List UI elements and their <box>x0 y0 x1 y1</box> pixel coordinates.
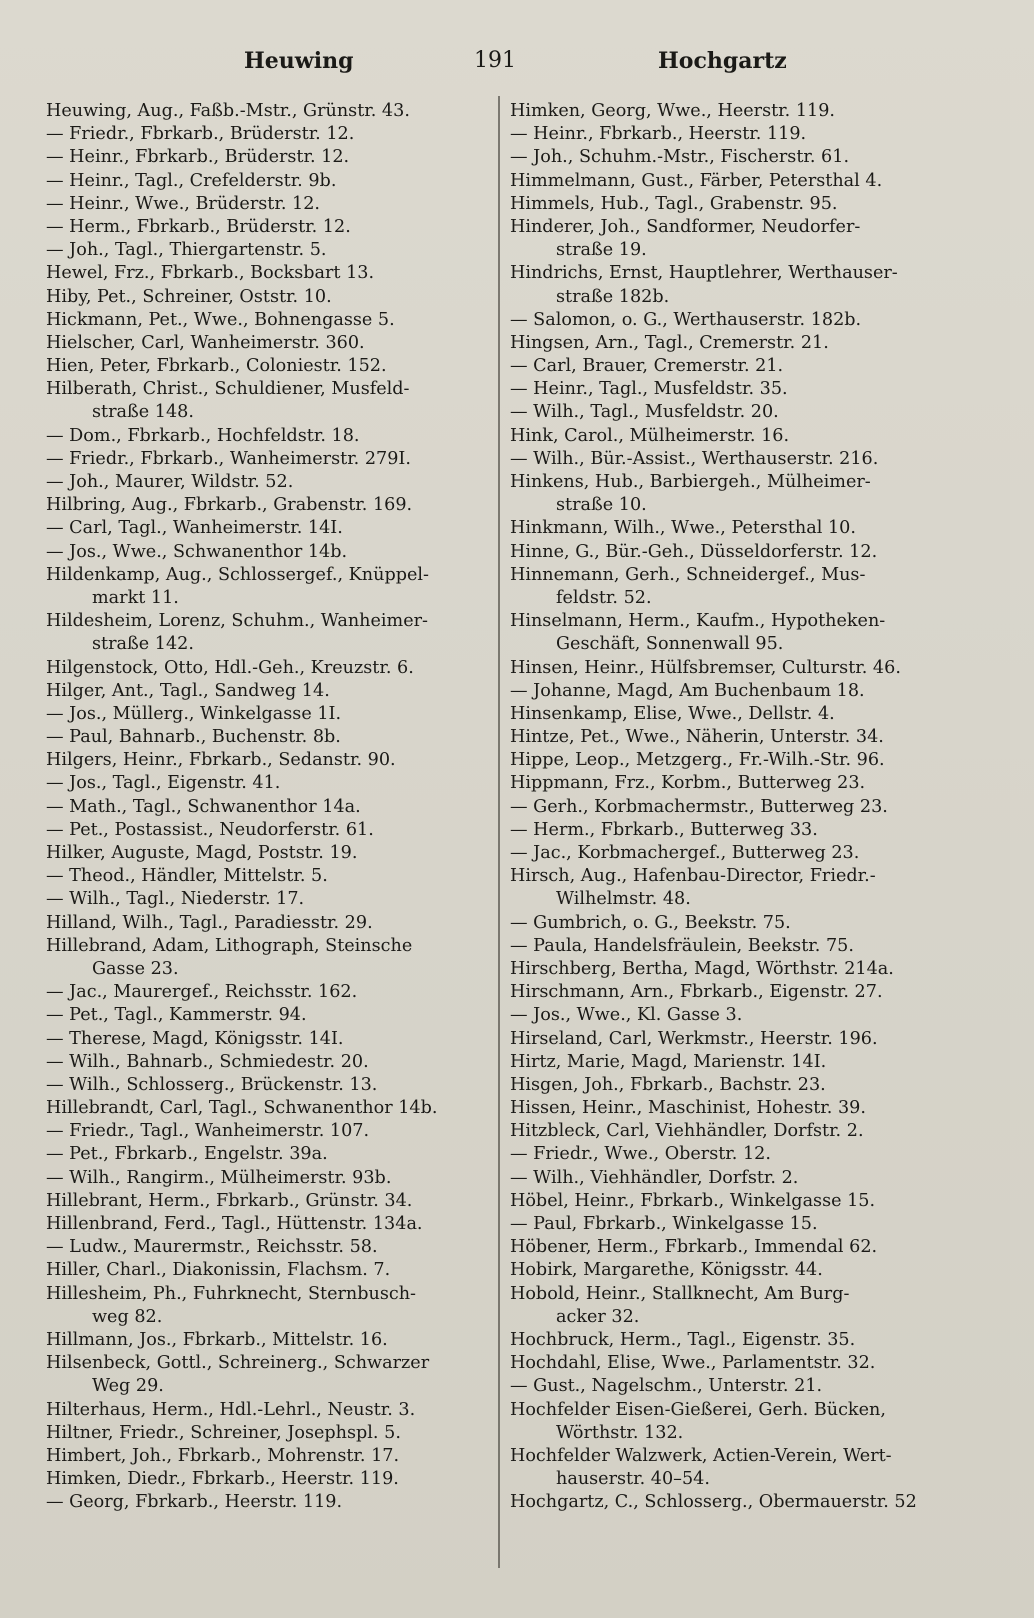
directory-entry: Hintze, Pet., Wwe., Näherin, Unterstr. 34. <box>510 727 884 748</box>
directory-entry: — Math., Tagl., Schwanenthor 14a. <box>46 796 361 817</box>
directory-entry: — Heinr., Fbrkarb., Brüderstr. 12. <box>46 147 350 168</box>
directory-entry: Hinselmann, Herm., Kaufm., Hypotheken- <box>510 611 886 632</box>
directory-entry: — Paula, Handelsfräulein, Beekstr. 75. <box>510 935 854 956</box>
directory-entry: — Pet., Fbrkarb., Engelstr. 39a. <box>46 1144 328 1165</box>
directory-entry: — Ludw., Maurermstr., Reichsstr. 58. <box>46 1237 378 1258</box>
directory-entry: Hirtz, Marie, Magd, Marienstr. 14I. <box>510 1051 827 1072</box>
directory-entry: — Dom., Fbrkarb., Hochfeldstr. 18. <box>46 425 360 446</box>
directory-entry: — Johanne, Magd, Am Buchenbaum 18. <box>510 680 865 701</box>
directory-entry: Himbert, Joh., Fbrkarb., Mohrenstr. 17. <box>46 1445 400 1466</box>
directory-entry: Hisgen, Joh., Fbrkarb., Bachstr. 23. <box>510 1074 826 1095</box>
directory-entry: Hobirk, Margarethe, Königsstr. 44. <box>510 1260 823 1281</box>
directory-entry: Himken, Georg, Wwe., Heerstr. 119. <box>510 101 836 121</box>
directory-entry: Hingsen, Arn., Tagl., Cremerstr. 21. <box>510 332 829 353</box>
directory-entry: Hochfelder Walzwerk, Actien-Verein, Wert- <box>510 1445 892 1466</box>
directory-entry: — Carl, Brauer, Cremerstr. 21. <box>510 356 784 377</box>
directory-entry: Hochfelder Eisen-Gießerei, Gerh. Bücken, <box>510 1399 886 1420</box>
directory-entry: — Wilh., Bür.-Assist., Werthauserstr. 216. <box>510 448 879 469</box>
directory-entry: Hippmann, Frz., Korbm., Butterweg 23. <box>510 773 866 794</box>
directory-entry: — Jac., Maurergef., Reichsstr. 162. <box>46 982 358 1003</box>
directory-entry: Hillebrand, Adam, Lithograph, Steinsche <box>46 935 413 956</box>
directory-entry: — Jos., Wwe., Kl. Gasse 3. <box>510 1005 743 1026</box>
directory-entry: Hiller, Charl., Diakonissin, Flachsm. 7. <box>46 1260 391 1281</box>
directory-entry: — Jos., Müllerg., Winkelgasse 1I. <box>46 703 342 724</box>
left-column <box>46 100 486 1514</box>
directory-entry: — Friedr., Fbrkarb., Brüderstr. 12. <box>46 124 355 145</box>
directory-entry-continuation: Geschäft, Sonnenwall 95. <box>556 634 784 655</box>
directory-entry: — Herm., Fbrkarb., Butterweg 33. <box>510 819 818 840</box>
directory-entry: Hillebrant, Herm., Fbrkarb., Grünstr. 34. <box>46 1190 413 1211</box>
directory-entry: — Pet., Tagl., Kammerstr. 94. <box>46 1005 307 1026</box>
directory-entry: — Wilh., Tagl., Musfeldstr. 20. <box>510 402 779 423</box>
directory-entry: Hink, Carol., Mülheimerstr. 16. <box>510 425 790 446</box>
directory-entry: Himmels, Hub., Tagl., Grabenstr. 95. <box>510 193 838 214</box>
directory-entry: Himken, Diedr., Fbrkarb., Heerstr. 119. <box>46 1469 399 1490</box>
directory-entry: Hildesheim, Lorenz, Schuhm., Wanheimer- <box>46 611 428 632</box>
directory-entry: — Heinr., Fbrkarb., Heerstr. 119. <box>510 124 807 145</box>
directory-entry: Hirseland, Carl, Werkmstr., Heerstr. 196. <box>510 1028 878 1049</box>
directory-entry: Hippe, Leop., Metzgerg., Fr.-Wilh.-Str. 96. <box>510 750 885 771</box>
directory-entry: — Wilh., Tagl., Niederstr. 17. <box>46 889 305 910</box>
header-right-catchword: Hochgartz <box>658 48 787 74</box>
directory-entry: Heuwing, Aug., Faßb.-Mstr., Grünstr. 43. <box>46 101 410 121</box>
directory-entry: Hilland, Wilh., Tagl., Paradiesstr. 29. <box>46 912 373 933</box>
directory-entry: — Herm., Fbrkarb., Brüderstr. 12. <box>46 216 351 237</box>
directory-entry: Hilger, Ant., Tagl., Sandweg 14. <box>46 680 330 701</box>
directory-entry: Hilker, Auguste, Magd, Poststr. 19. <box>46 843 358 863</box>
directory-entry: Hinne, G., Bür.-Geh., Düsseldorferstr. 12. <box>510 541 878 562</box>
directory-entry: — Friedr., Fbrkarb., Wanheimerstr. 279I. <box>46 448 411 469</box>
directory-entry-continuation: Wörthstr. 132. <box>556 1422 684 1443</box>
directory-entry: — Joh., Maurer, Wildstr. 52. <box>46 472 294 492</box>
directory-entry: Hiby, Pet., Schreiner, Oststr. 10. <box>46 286 332 307</box>
header-left-catchword: Heuwing <box>244 48 354 74</box>
directory-entry: — Gerh., Korbmachermstr., Butterweg 23. <box>510 796 888 817</box>
directory-entry: Hielscher, Carl, Wanheimerstr. 360. <box>46 332 365 353</box>
directory-entry: — Heinr., Tagl., Musfeldstr. 35. <box>510 379 788 400</box>
directory-entry: — Wilh., Viehhändler, Dorfstr. 2. <box>510 1167 799 1188</box>
column-divider <box>498 96 500 1568</box>
directory-entry: Hillenbrand, Ferd., Tagl., Hüttenstr. 134a. <box>46 1214 423 1234</box>
directory-entry: — Pet., Postassist., Neudorferstr. 61. <box>46 819 374 840</box>
directory-entry: — Paul, Bahnarb., Buchenstr. 8b. <box>46 727 341 748</box>
directory-entry: Hiltner, Friedr., Schreiner, Josephspl. 5. <box>46 1422 401 1443</box>
directory-entry: — Paul, Fbrkarb., Winkelgasse 15. <box>510 1214 818 1234</box>
directory-entry: Hinkens, Hub., Barbiergeh., Mülheimer- <box>510 472 871 492</box>
directory-entry: Hilterhaus, Herm., Hdl.-Lehrl., Neustr. 3. <box>46 1399 416 1420</box>
directory-entry: — Carl, Tagl., Wanheimerstr. 14I. <box>46 518 343 539</box>
right-column <box>510 100 942 1514</box>
directory-entry: Hirschmann, Arn., Fbrkarb., Eigenstr. 27. <box>510 982 883 1003</box>
directory-entry-continuation: Gasse 23. <box>92 958 179 979</box>
directory-entry: Hickmann, Pet., Wwe., Bohnengasse 5. <box>46 309 395 330</box>
directory-entry: Hochbruck, Herm., Tagl., Eigenstr. 35. <box>510 1329 856 1350</box>
directory-entry: Hilsenbeck, Gottl., Schreinerg., Schwarzer <box>46 1353 430 1374</box>
directory-entry-continuation: straße 148. <box>92 402 194 423</box>
directory-entry-continuation: weg 82. <box>92 1306 163 1327</box>
directory-entry: Himmelmann, Gust., Färber, Petersthal 4. <box>510 170 883 191</box>
directory-entry: — Heinr., Wwe., Brüderstr. 12. <box>46 193 320 214</box>
directory-entry: Hirschberg, Bertha, Magd, Wörthstr. 214a. <box>510 958 894 979</box>
directory-entry: — Gust., Nagelschm., Unterstr. 21. <box>510 1376 823 1397</box>
directory-entry: — Wilh., Bahnarb., Schmiedestr. 20. <box>46 1051 369 1072</box>
directory-entry-continuation: Wilhelmstr. 48. <box>556 889 691 910</box>
directory-entry: Hilberath, Christ., Schuldiener, Musfeld- <box>46 379 410 400</box>
directory-entry: — Wilh., Rangirm., Mülheimerstr. 93b. <box>46 1167 392 1188</box>
directory-entry: Hillesheim, Ph., Fuhrknecht, Sternbusch- <box>46 1283 417 1304</box>
directory-entry: Hewel, Frz., Fbrkarb., Bocksbart 13. <box>46 263 375 284</box>
directory-entry-continuation: hauserstr. 40–54. <box>556 1469 710 1490</box>
directory-entry: — Salomon, o. G., Werthauserstr. 182b. <box>510 309 862 330</box>
directory-entry: Hindrichs, Ernst, Hauptlehrer, Werthauser- <box>510 263 898 284</box>
directory-entry: — Joh., Schuhm.-Mstr., Fischerstr. 61. <box>510 147 850 168</box>
directory-entry: Hillmann, Jos., Fbrkarb., Mittelstr. 16. <box>46 1329 388 1350</box>
directory-entry: — Wilh., Schlosserg., Brückenstr. 13. <box>46 1074 378 1095</box>
directory-entry-continuation: markt 11. <box>92 587 179 608</box>
directory-entry: Hien, Peter, Fbrkarb., Coloniestr. 152. <box>46 356 387 377</box>
directory-entry: Höbel, Heinr., Fbrkarb., Winkelgasse 15. <box>510 1190 876 1211</box>
directory-entry: Hirsch, Aug., Hafenbau-Director, Friedr.- <box>510 866 876 887</box>
directory-entry-continuation: acker 32. <box>556 1306 640 1327</box>
directory-entry: Hilbring, Aug., Fbrkarb., Grabenstr. 169. <box>46 495 413 516</box>
directory-entry: Hinsenkamp, Elise, Wwe., Dellstr. 4. <box>510 703 835 724</box>
directory-entry: — Friedr., Wwe., Oberstr. 12. <box>510 1144 771 1165</box>
directory-entry: Hobold, Heinr., Stallknecht, Am Burg- <box>510 1283 850 1304</box>
directory-entry: Hochdahl, Elise, Wwe., Parlamentstr. 32. <box>510 1353 876 1374</box>
directory-entry: Hinnemann, Gerh., Schneidergef., Mus- <box>510 564 866 585</box>
directory-entry: Hissen, Heinr., Maschinist, Hohestr. 39. <box>510 1098 866 1119</box>
directory-entry: — Jac., Korbmachergef., Butterweg 23. <box>510 843 860 863</box>
directory-entry: — Joh., Tagl., Thiergartenstr. 5. <box>46 240 327 261</box>
directory-entry: — Therese, Magd, Königsstr. 14I. <box>46 1028 344 1049</box>
directory-entry-continuation: straße 142. <box>92 634 194 655</box>
directory-entry: Hillebrandt, Carl, Tagl., Schwanenthor 14b. <box>46 1098 438 1119</box>
directory-entry: Hilgenstock, Otto, Hdl.-Geh., Kreuzstr. 6. <box>46 657 414 678</box>
directory-entry: — Jos., Wwe., Schwanenthor 14b. <box>46 541 348 562</box>
directory-entry-continuation: feldstr. 52. <box>556 587 652 608</box>
directory-entry: — Heinr., Tagl., Crefelderstr. 9b. <box>46 170 337 191</box>
directory-entry: — Friedr., Tagl., Wanheimerstr. 107. <box>46 1121 370 1142</box>
directory-entry-continuation: straße 19. <box>556 240 647 261</box>
page-number: 191 <box>474 48 516 73</box>
directory-entry: Höbener, Herm., Fbrkarb., Immendal 62. <box>510 1237 878 1258</box>
directory-entry: — Georg, Fbrkarb., Heerstr. 119. <box>46 1492 343 1513</box>
directory-entry: Hitzbleck, Carl, Viehhändler, Dorfstr. 2. <box>510 1121 864 1142</box>
directory-entry: — Jos., Tagl., Eigenstr. 41. <box>46 773 281 794</box>
directory-entry-continuation: straße 182b. <box>556 286 670 307</box>
directory-entry: Hinkmann, Wilh., Wwe., Petersthal 10. <box>510 518 856 539</box>
directory-entry: Hinderer, Joh., Sandformer, Neudorfer- <box>510 216 861 237</box>
directory-entry-continuation: straße 10. <box>556 495 647 516</box>
directory-entry: — Gumbrich, o. G., Beekstr. 75. <box>510 912 791 933</box>
directory-entry: Hinsen, Heinr., Hülfsbremser, Culturstr. 46. <box>510 657 901 678</box>
directory-entry: Hilgers, Heinr., Fbrkarb., Sedanstr. 90. <box>46 750 396 771</box>
directory-entry-continuation: Weg 29. <box>92 1376 164 1397</box>
directory-entry: — Theod., Händler, Mittelstr. 5. <box>46 866 328 887</box>
page-header <box>46 48 938 84</box>
directory-entry: Hildenkamp, Aug., Schlossergef., Knüppel- <box>46 564 429 585</box>
directory-entry: Hochgartz, C., Schlosserg., Obermauerstr. 52 <box>510 1492 917 1513</box>
